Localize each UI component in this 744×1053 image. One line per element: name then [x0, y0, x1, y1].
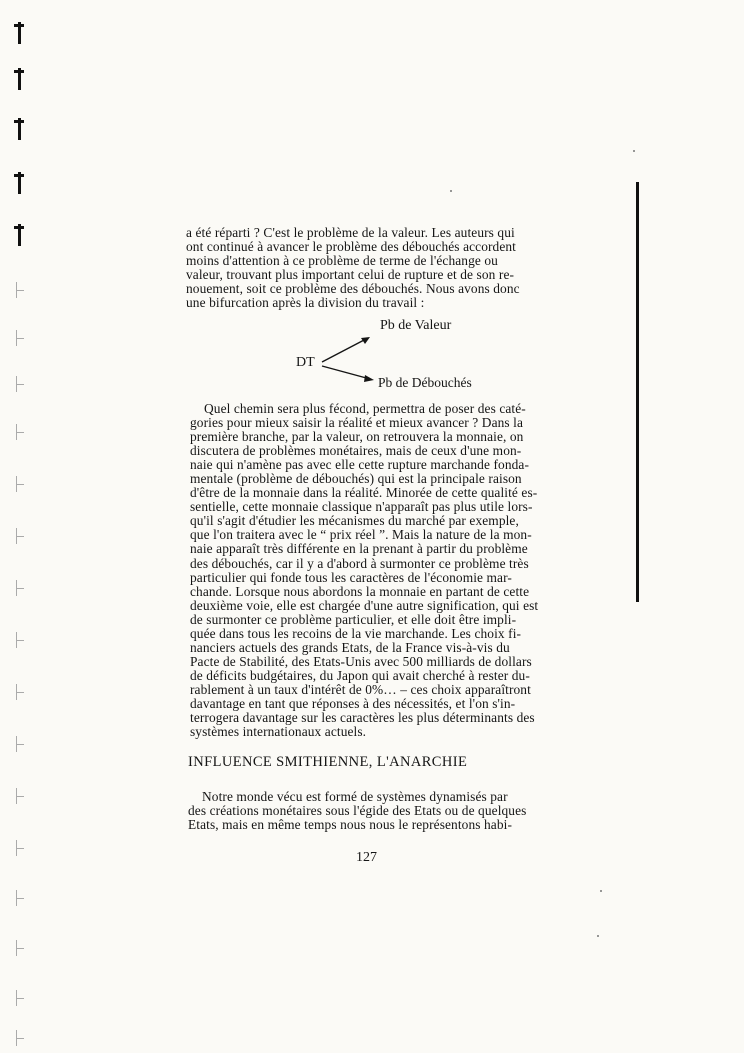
text-line: Etats, mais en même temps nous nous le représentons habi-: [188, 817, 513, 833]
binding-hole: [16, 1030, 25, 1046]
text-line: des créations monétaires sous l'égide des Etats ou de quelques: [188, 803, 527, 819]
binding-hole: [16, 788, 25, 804]
binding-ring: [14, 224, 24, 246]
scan-speck: [450, 190, 452, 192]
margin-rule-line: [636, 182, 639, 602]
text-line: deuxième voie, elle est chargée d'une autre signification, qui est: [190, 597, 539, 613]
binding-ring: [14, 22, 24, 44]
binding-hole: [16, 840, 25, 856]
binding-hole: [16, 376, 25, 392]
text-line: quée dans tous les recoins de la vie marchande. Les choix fi-: [190, 625, 522, 641]
closing-paragraph: [188, 790, 550, 832]
binding-ring: [14, 118, 24, 140]
text-line: mentale (problème de débouchés) qui est la principale raison: [190, 471, 522, 487]
text-line: discutera de problèmes monétaires, mais de ceux d'une mon-: [190, 443, 522, 459]
text-line: valeur, trouvant plus important celui de rupture et de son re-: [186, 267, 515, 283]
binding-hole: [16, 684, 25, 700]
text-line: première branche, par la valeur, on retrouvera la monnaie, on: [190, 429, 524, 445]
diagram-branch-debouches: Pb de Débouchés: [378, 375, 472, 390]
scan-speck: [600, 890, 602, 892]
intro-paragraph: [186, 226, 562, 310]
ring-binding: [0, 0, 40, 1053]
text-line: Quel chemin sera plus fécond, permettra de poser des caté-: [204, 401, 526, 416]
section-heading: INFLUENCE SMITHIENNE, L'ANARCHIE: [188, 754, 468, 770]
binding-hole: [16, 424, 25, 440]
page-number: 127: [356, 850, 377, 865]
text-line: qu'il s'agit d'étudier les mécanismes du marché par exemple,: [190, 513, 519, 529]
text-line: que l'on traitera avec le “ prix réel ”. Mais la nature de la mon-: [190, 527, 532, 543]
text-line: Pacte de Stabilité, des Etats-Unis avec 500 milliards de dollars: [190, 653, 532, 669]
text-line: d'être de la monnaie dans la réalité. Minorée de cette qualité es-: [190, 485, 538, 501]
text-line: rablement à un taux d'intérêt de 0%… – ces choix apparaîtront: [190, 681, 531, 697]
bifurcation-diagram: [290, 315, 500, 395]
text-line: une bifurcation après la division du travail :: [186, 295, 425, 311]
text-line: moins d'attention à ce problème de terme de l'échange ou: [186, 253, 498, 269]
text-line: davantage en tant que réponses à des nécessités, et l'on s'in-: [190, 695, 516, 711]
text-line: de surmonter ce problème particulier, et elle doit être impli-: [190, 611, 517, 627]
text-line: de déficits budgétaires, du Japon qui avait cherché à rester du-: [190, 667, 530, 683]
scan-speck: [633, 150, 635, 152]
scan-speck: [597, 935, 599, 937]
binding-hole: [16, 580, 25, 596]
text-line: nanciers actuels des grands Etats, de la France vis-à-vis du: [190, 639, 510, 655]
binding-hole: [16, 990, 25, 1006]
body-paragraph: [190, 402, 556, 739]
binding-hole: [16, 940, 25, 956]
text-line: particulier qui fonde tous les caractères de l'économie mar-: [190, 569, 512, 585]
text-line: sentielle, cette monnaie classique n'apparaît pas plus utile lors-: [190, 499, 533, 515]
binding-ring: [14, 68, 24, 90]
text-line: chande. Lorsque nous abordons la monnaie en partant de cette: [190, 583, 530, 599]
binding-hole: [16, 890, 25, 906]
diagram-branch-value: Pb de Valeur: [380, 318, 452, 333]
binding-hole: [16, 736, 25, 752]
binding-hole: [16, 528, 25, 544]
text-line: terrogera davantage sur les caractères les plus déterminants des: [190, 710, 535, 726]
text-line: des débouchés, car il y a d'abord à surmonter ce problème très: [190, 555, 529, 571]
text-line: naie qui n'amène pas avec elle cette rupture marchande fonda-: [190, 457, 530, 473]
binding-hole: [16, 476, 25, 492]
text-line: ont continué à avancer le problème des débouchés accordent: [186, 239, 517, 255]
text-line: gories pour mieux saisir la réalité et mieux avancer ? Dans la: [190, 415, 524, 431]
text-line: a été réparti ? C'est le problème de la valeur. Les auteurs qui: [186, 225, 515, 240]
text-line: naie apparaît très différente en la prenant à partir du problème: [190, 541, 528, 557]
text-line: nouement, soit ce problème des débouchés. Nous avons donc: [186, 281, 520, 297]
binding-hole: [16, 632, 25, 648]
text-line: Notre monde vécu est formé de systèmes dynamisés par: [202, 789, 508, 804]
text-line: systèmes internationaux actuels.: [190, 724, 367, 740]
diagram-source-label: DT: [296, 355, 315, 370]
binding-ring: [14, 172, 24, 194]
binding-hole: [16, 330, 25, 346]
binding-hole: [16, 282, 25, 298]
